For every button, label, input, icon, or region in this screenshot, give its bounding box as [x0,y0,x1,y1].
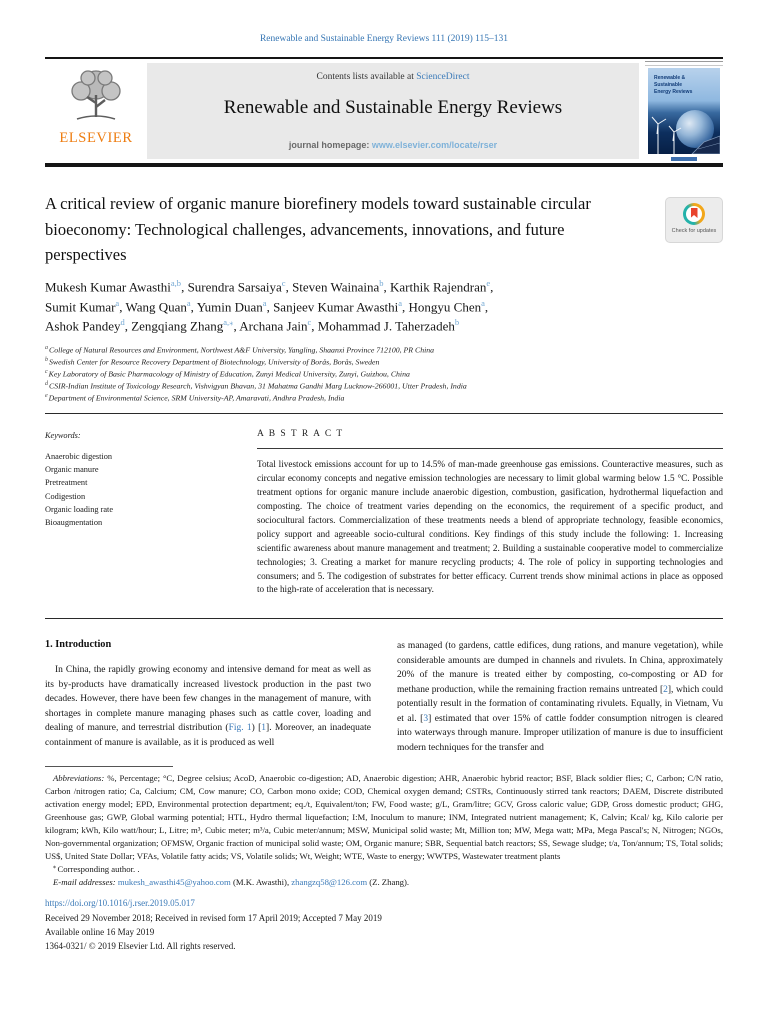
text-segment: (Z. Zhang). [367,877,410,888]
affiliation-item [45,368,723,380]
superscript-marker: a,b [170,277,182,288]
cover-title-line: Energy Reviews [654,89,693,95]
text-segment: , [383,279,390,295]
affiliation-text: Swedish Center for Resource Recovery Department of Biotechnology, University of Borås, Borås, Sweden [49,357,380,367]
abstract-divider [257,448,723,449]
text-segment: Wang Quan [125,298,187,314]
text-segment: , [124,318,132,334]
text-segment: In China, the rapidly growing economy and intensive demand for meat as well as its by-products have dramatically increased livestock production in the past two decades. However, there have been few changes in the management of manure, with shortages in complete manure managing phases such as cattle cover, loading and dealing of manure, and terrestrial distribution ( [45,665,371,734]
text-segment: Steven Wainaina [292,279,380,295]
check-for-updates-badge[interactable] [665,197,723,243]
article-title: A critical review of organic manure biorefinery models toward sustainable circular bioeconomy: Technological challenges, advancements, innovations, and future perspectives [45,194,591,265]
affiliation-text: CSIR-Indian Institute of Toxicology Research, Vishvigyan Bhavan, 31 Mahatma Gandhi Marg Lucknow-266001, Utter Pradesh, India [49,381,467,391]
ref-citation-3[interactable]: 3 [423,713,429,724]
abstract-column [257,429,723,598]
superscript-marker: ⁎ [53,864,58,871]
elsevier-tree-icon [63,65,129,129]
affiliation-item [45,356,723,368]
bookmark-icon [691,208,698,218]
text-segment: , [266,298,274,314]
affiliation-list [45,344,723,403]
text-segment: Sanjeev Kumar Awasthi [273,298,399,314]
text-segment: Archana Jain [239,318,308,334]
superscript-marker: a [481,297,485,308]
superscript-marker: d [120,317,125,328]
intro-right-column [397,639,723,755]
journal-banner [147,63,639,159]
section-divider [45,618,723,619]
affiliation-sup: b [45,357,48,364]
text-segment: Surendra Sarsaiya [187,279,282,295]
text-segment: Karthik Rajendran [389,279,487,295]
ref-citation-1[interactable]: 1 [261,723,267,734]
text-segment: , [311,318,318,334]
article-footer [45,896,723,953]
text-segment: %, Percentage; °C, Degree celsius; AcoD, Anaerobic co-digestion; AD, Anaerobic digestion; AHR, Anaerobic hybrid reactor; BSF, Black soldier flies; C, Carbon; C/N ratio, Carbon /nitrogen ratio; Ca, Calcium; CM, Cow manure; CO, Carbon mono oxide; COD, Chemical oxygen demand; CSTRs, Continuously stirred tank reactors; DAEM, Discrete distributed activation energy model; EPD, Environmental protection department; eq./t, Equivalent/ton; FW, Food waste; g/L, Gram/litre; GCV, Gross caloric value; GDP, Gross domestic product; GHG, Greenhouse gas; GWP, Global warming potential; HTL, Hydro thermal liquefaction; I:M, Inoculum to manure; INM, Integrated nutrient management; K, Calvin; Kcal/ kg, Kilo calorie per kilogram; kWh, Kilo watt/hour; L, Litre; m³, Cubic meter; m³/a, Cubic meter/annum; MSW, Municipal solid waste; Mt, Million ton; MW, Mega watt; MPa, Mega Pascal's; N, Nitrogen; NGOs, Non-governmental organization; OFMSW, Organic fraction of municipal solid waste; OM, Organic manure; SBR, Sequential batch reactors; SS, Sewage sludge; t/a, Ton/annum; TS, Total solids; US$, United State Dollar; VFAs, Volatile fatty acids; VS, Volatile solids; Wt, Weight; WTE, Waste to energy; WWTPS, Wastewater treatment plants [45,772,724,862]
superscript-marker: b [379,277,384,288]
text-segment: Mukesh Kumar Awasthi [45,279,171,295]
affiliation-sup: c [45,368,48,375]
title-row [45,191,723,268]
affiliation-text: Department of Environmental Science, SRM University-AP, Amaravati, Andhra Pradesh, India [48,393,345,403]
text-segment: Corresponding author. . [57,864,140,875]
superscript-marker: a,⁎ [223,317,234,328]
superscript-marker: c [307,317,312,328]
affiliation-text: Key Laboratory of Basic Pharmacology of Ministry of Education, Zunyi Medical University, Zunyi, Guizhou, China [48,369,410,379]
journal-header-banner [45,57,723,167]
keyword-item: Bioaugmentation [45,518,103,528]
superscript-marker: a [262,297,267,308]
text-segment: ] estimated that over 15% of cattle fodder consumption nitrogen is cleared into waterways through manure. Improper utilization of manure is due to insufficient modern techniques for the transfer and [397,713,723,753]
copyright-issn: 1364-0321/ © 2019 Elsevier Ltd. All rights reserved. [45,941,236,952]
journal-homepage-link[interactable]: www.elsevier.com/locate/rser [371,140,498,150]
elsevier-wordmark: ELSEVIER [59,130,133,146]
email-link-awasthi[interactable]: mukesh_awasthi45@yahoo.com [117,877,231,888]
text-segment: , [190,298,197,314]
badge-label: Check for updates [671,228,717,234]
text-segment: E-mail addresses: [53,877,118,888]
text-segment: Hongyu Chen [408,298,482,314]
text-segment: (M.K. Awasthi), [230,877,292,888]
homepage-prefix: journal homepage: [288,140,372,150]
intro-left-column [45,639,371,755]
text-segment: Yumin Duan [196,298,263,314]
intro-paragraph-right [397,639,723,755]
keyword-item: Anaerobic digestion [45,451,113,461]
cover-title-line: Sustainable [654,82,683,88]
text-segment: Ashok Pandey [45,318,121,334]
text-segment: ) [ [251,723,262,734]
abstract-section [45,414,723,610]
cover-top-strip [645,59,723,68]
cover-publisher-mark [671,157,697,161]
affiliation-text: College of Natural Resources and Environment, Northwest A&F University, Yangling, Shaanxi Province 712100, PR China [49,345,435,355]
text-segment: , [484,298,489,314]
text-segment: , [490,279,494,295]
email-addresses-note [45,876,723,889]
keyword-item: Pretreatment [45,478,88,488]
journal-citation: Renewable and Sustainable Energy Reviews 111 (2019) 115–131 [259,34,509,44]
affiliation-sup: e [45,392,48,399]
received-dates: Received 29 November 2018; Received in revised form 17 April 2019; Accepted 7 May 2019 [45,912,382,923]
email-link-zhang[interactable]: zhangzq58@126.com [291,877,368,888]
affiliation-item [45,392,723,404]
affiliation-item [45,380,723,392]
journal-cover-thumbnail [645,59,723,163]
check-updates-ring-icon [683,203,705,225]
abbreviations-footnote [45,772,723,863]
available-online-date: Available online 16 May 2019 [45,926,155,937]
check-updates-inner-circle [686,206,702,222]
intro-paragraph-left [45,663,371,750]
text-segment: , [285,279,293,295]
cover-artwork [648,68,720,154]
elsevier-logo [45,59,147,163]
superscript-marker: b [454,317,460,328]
homepage-line [147,140,639,150]
author-list [45,277,723,336]
keyword-item: Organic manure [45,465,99,475]
ref-citation-2[interactable]: 2 [663,684,668,695]
superscript-marker: a [186,297,191,308]
text-segment: ], which could potentially result in the formation of contaminating rivulets. Equally, in Vietnam, Vu et al. [ [397,684,723,724]
contents-line [147,72,639,82]
superscript-marker: e [486,277,491,288]
keywords-column [45,429,257,598]
superscript-marker: a [398,297,403,308]
affiliation-item [45,344,723,356]
superscript-marker: a [115,297,120,308]
keyword-item: Codigestion [45,491,86,501]
cover-bottom-strip [645,154,723,163]
journal-title: Renewable and Sustainable Energy Reviews [223,97,563,118]
abstract-text: Total livestock emissions account for up to 14.5% of man-made greenhouse gas emissions. Counteractive measures, such as circular economy concepts and negative emission technologies are necessary to limit global warming below 1.5 °C. Possible treatment options for organic manure include anaerobic digestion, combustion, gasification, hydrothermal liquefaction and composting. The choice of treatment varies depending on the economics, the requirement of a specific product, and sociocultural factors. Commercialization of these treatments needs a blend of appropriate technology, feasible economics, policy support and agreeable socio-cultural conditions. Key findings of this study include the following: 1. Increasing scientific awareness about manure management and treatment; 2. Building a sustainable cooperative model to commercialize technologies; 3. Creating a market for manure recycling products; 4. The role of policy in supporting technologies and consumers; and 5. The codigestion of substrates for better efficacy. Current trends show minimal actions in place as opposed to the high-rate of acceleration that is necessary. [257,458,723,595]
introduction-section [45,639,723,755]
affiliation-sup: a [45,345,48,352]
corresponding-author-note [45,863,723,876]
affiliation-sup: d [45,380,48,387]
abstract-label: A B S T R A C T [257,428,344,439]
footnote-block [45,766,723,889]
footnote-separator [45,766,173,767]
text-segment: Sumit Kumar [45,298,116,314]
text-segment: Zengqiang Zhang [131,318,224,334]
text-segment: , [402,298,409,314]
superscript-marker: c [281,277,286,288]
text-segment: as managed (to gardens, cattle edifices, dung rations, and manure vegetation), while considerable amounts are dumped in channels and rivulets. In China, approximately 20% of the manure is treated either by composting, co-composting or AD for methane production, while the remaining fraction remains untreated [ [397,641,723,695]
text-segment: Mohammad J. Taherzadeh [317,318,455,334]
section-heading-introduction: 1. Introduction [45,639,112,651]
wind-turbines-solar-panel-graphic [648,102,720,154]
keyword-item: Organic loading rate [45,504,114,514]
ref-fig-1[interactable]: Fig. 1 [228,723,252,734]
keywords-label: Keywords: [45,430,81,440]
text-segment: , [181,279,188,295]
text-segment: , [233,318,240,334]
cover-title-line: Renewable & [654,75,686,81]
sciencedirect-link[interactable]: ScienceDirect [416,72,470,82]
text-segment: , [119,298,126,314]
cover-journal-name [648,68,720,96]
text-segment: ]. Moreover, an inadequate containment of manure is available, as it is produced as well [45,723,371,748]
contents-prefix: Contents lists available at [316,72,417,82]
text-segment: Abbreviations: [53,772,108,783]
doi-link[interactable]: https://doi.org/10.1016/j.rser.2019.05.017 [45,898,195,909]
